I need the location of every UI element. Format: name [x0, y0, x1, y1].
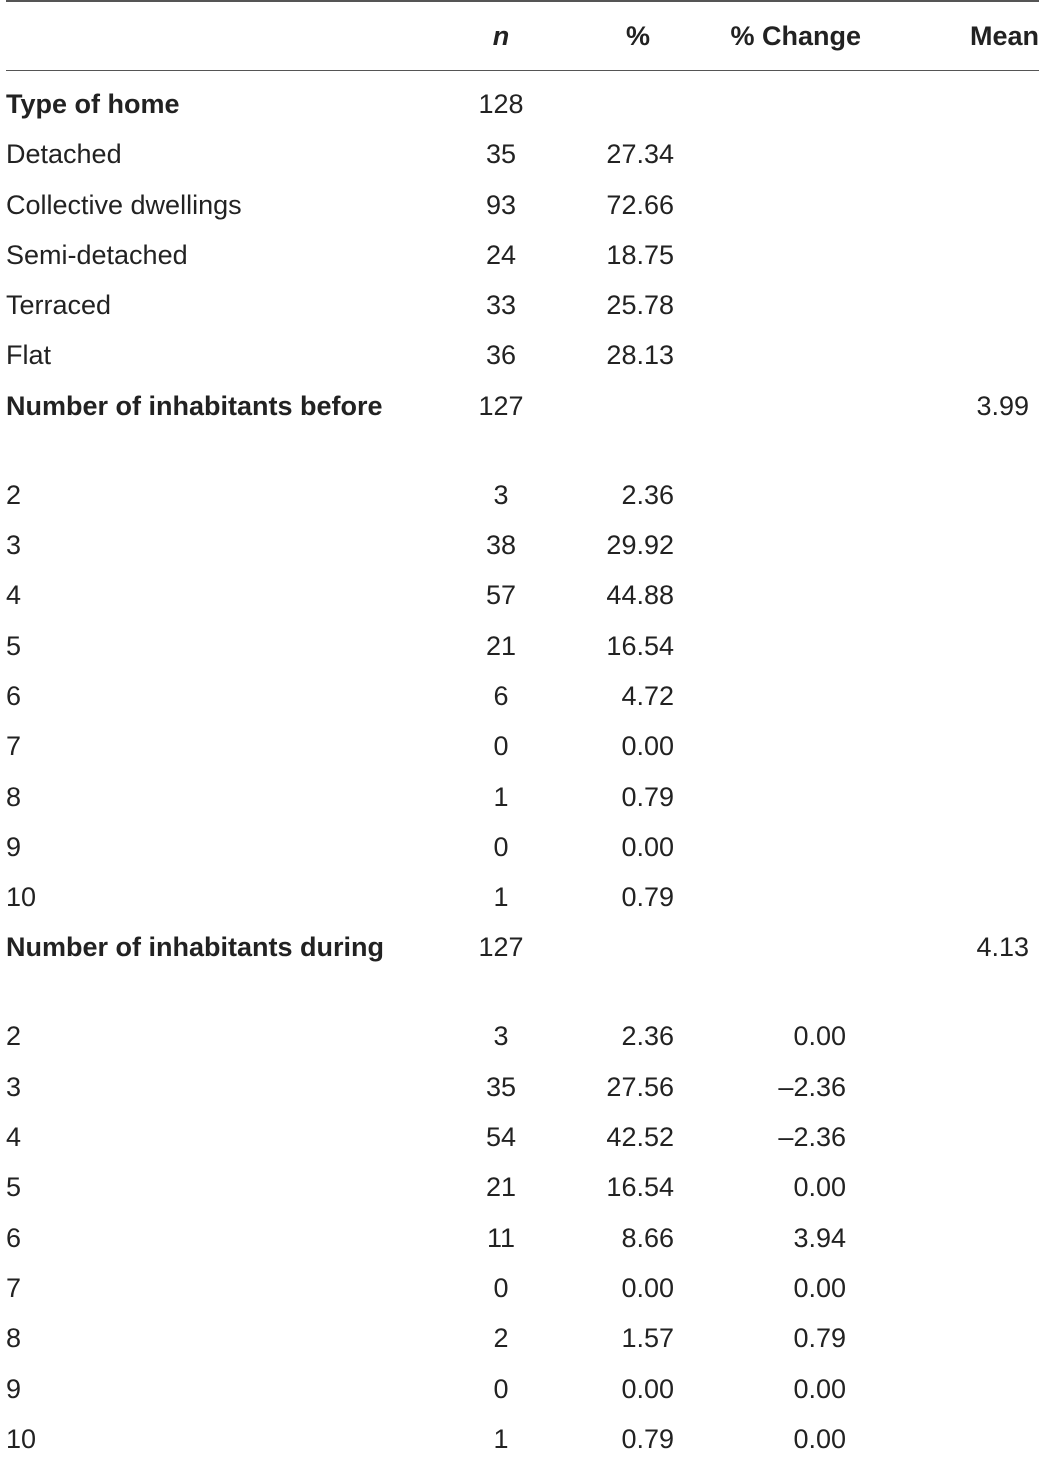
- header-mean: Mean: [891, 2, 1039, 71]
- row-label: Type of home: [6, 71, 446, 132]
- cell-n: 33: [446, 282, 556, 332]
- table-row: [6, 723, 1039, 773]
- cell-n: 127: [446, 383, 556, 472]
- cell-percent: 0.79: [556, 874, 676, 924]
- row-label: 9: [6, 1366, 446, 1416]
- cell-percent-change: [676, 924, 891, 1013]
- cell-n: 2: [446, 1315, 556, 1365]
- row-label: 8: [6, 1315, 446, 1365]
- cell-mean: 3.99: [891, 383, 1039, 472]
- table-row: [6, 1416, 1039, 1466]
- table-row: [6, 623, 1039, 673]
- header-n: n: [446, 2, 556, 71]
- cell-percent: 44.88: [556, 572, 676, 622]
- table-row: [6, 472, 1039, 522]
- table-header: [6, 1, 1039, 71]
- cell-n: 0: [446, 1366, 556, 1416]
- cell-percent: 18.75: [556, 232, 676, 282]
- cell-percent-change: 3.94: [676, 1215, 891, 1265]
- table-row: [6, 1265, 1039, 1315]
- cell-n: 127: [446, 924, 556, 1013]
- cell-percent-change: [676, 383, 891, 472]
- cell-percent-change: [676, 332, 891, 382]
- cell-mean: [891, 673, 1039, 723]
- header-percent-change: % Change: [676, 2, 891, 71]
- cell-percent: 8.66: [556, 1215, 676, 1265]
- row-label: 4: [6, 1114, 446, 1164]
- cell-percent-change: 0.00: [676, 1164, 891, 1214]
- cell-percent-change: [676, 472, 891, 522]
- cell-percent: 16.54: [556, 1164, 676, 1214]
- cell-percent-change: 0.00: [676, 1265, 891, 1315]
- cell-percent-change: [676, 282, 891, 332]
- table-row: [6, 1013, 1039, 1063]
- table-row: [6, 232, 1039, 282]
- cell-percent-change: [676, 774, 891, 824]
- cell-percent: 2.36: [556, 472, 676, 522]
- cell-percent: [556, 924, 676, 1013]
- cell-mean: [891, 874, 1039, 924]
- row-label: 5: [6, 623, 446, 673]
- row-label: Collective dwellings: [6, 182, 446, 232]
- cell-n: 1: [446, 774, 556, 824]
- cell-n: 3: [446, 472, 556, 522]
- data-table: [6, 0, 1039, 1466]
- cell-percent-change: [676, 824, 891, 874]
- header-percent: %: [556, 2, 676, 71]
- row-label: 8: [6, 774, 446, 824]
- cell-percent: 28.13: [556, 332, 676, 382]
- cell-mean: [891, 1265, 1039, 1315]
- cell-n: 93: [446, 182, 556, 232]
- cell-mean: [891, 1164, 1039, 1214]
- cell-percent-change: [676, 874, 891, 924]
- cell-mean: [891, 131, 1039, 181]
- cell-n: 38: [446, 522, 556, 572]
- cell-percent-change: [676, 71, 891, 132]
- row-label: 9: [6, 824, 446, 874]
- cell-mean: [891, 1366, 1039, 1416]
- cell-percent: 0.79: [556, 774, 676, 824]
- cell-percent: 42.52: [556, 1114, 676, 1164]
- row-label: 2: [6, 1013, 446, 1063]
- cell-mean: [891, 472, 1039, 522]
- cell-percent: 0.00: [556, 1265, 676, 1315]
- table-row: [6, 1164, 1039, 1214]
- cell-mean: [891, 71, 1039, 132]
- row-label: 7: [6, 723, 446, 773]
- cell-mean: [891, 1416, 1039, 1466]
- table-row: [6, 874, 1039, 924]
- cell-percent: 4.72: [556, 673, 676, 723]
- row-label: 2: [6, 472, 446, 522]
- section-header-row: [6, 383, 1039, 472]
- cell-mean: [891, 572, 1039, 622]
- cell-percent-change: [676, 572, 891, 622]
- cell-n: 57: [446, 572, 556, 622]
- cell-n: 24: [446, 232, 556, 282]
- cell-mean: [891, 182, 1039, 232]
- table-row: [6, 182, 1039, 232]
- cell-n: 36: [446, 332, 556, 382]
- cell-percent: 0.00: [556, 824, 676, 874]
- cell-percent: 25.78: [556, 282, 676, 332]
- row-label: 3: [6, 522, 446, 572]
- cell-percent: 27.56: [556, 1064, 676, 1114]
- table-row: [6, 522, 1039, 572]
- row-label: Detached: [6, 131, 446, 181]
- row-label: 3: [6, 1064, 446, 1114]
- row-label: 10: [6, 1416, 446, 1466]
- cell-percent-change: [676, 522, 891, 572]
- row-label: 6: [6, 673, 446, 723]
- row-label: 6: [6, 1215, 446, 1265]
- cell-n: 0: [446, 824, 556, 874]
- cell-percent: 29.92: [556, 522, 676, 572]
- section-header-row: [6, 924, 1039, 1013]
- row-label: Flat: [6, 332, 446, 382]
- table-row: [6, 1315, 1039, 1365]
- row-label: 4: [6, 572, 446, 622]
- cell-mean: [891, 723, 1039, 773]
- cell-percent: 16.54: [556, 623, 676, 673]
- row-label: 10: [6, 874, 446, 924]
- cell-mean: [891, 774, 1039, 824]
- table-row: [6, 824, 1039, 874]
- cell-percent-change: –2.36: [676, 1064, 891, 1114]
- table-row: [6, 131, 1039, 181]
- cell-percent: [556, 383, 676, 472]
- cell-n: 21: [446, 623, 556, 673]
- cell-percent-change: [676, 623, 891, 673]
- cell-percent-change: 0.79: [676, 1315, 891, 1365]
- cell-mean: [891, 1064, 1039, 1114]
- cell-n: 35: [446, 1064, 556, 1114]
- cell-percent-change: 0.00: [676, 1366, 891, 1416]
- header-row: [6, 2, 1039, 71]
- cell-percent: 0.79: [556, 1416, 676, 1466]
- cell-percent: 27.34: [556, 131, 676, 181]
- table-row: [6, 1064, 1039, 1114]
- cell-percent-change: 0.00: [676, 1013, 891, 1063]
- cell-mean: [891, 232, 1039, 282]
- cell-percent: 0.00: [556, 723, 676, 773]
- cell-n: 35: [446, 131, 556, 181]
- cell-percent: [556, 71, 676, 132]
- cell-percent: 72.66: [556, 182, 676, 232]
- cell-n: 0: [446, 723, 556, 773]
- cell-percent: 2.36: [556, 1013, 676, 1063]
- cell-percent-change: [676, 182, 891, 232]
- row-label: Number of inhabitants during: [6, 924, 446, 1013]
- cell-percent-change: –2.36: [676, 1114, 891, 1164]
- cell-n: 3: [446, 1013, 556, 1063]
- cell-percent-change: [676, 723, 891, 773]
- cell-mean: [891, 1215, 1039, 1265]
- row-label: 7: [6, 1265, 446, 1315]
- cell-percent-change: [676, 131, 891, 181]
- cell-mean: 4.13: [891, 924, 1039, 1013]
- cell-n: 1: [446, 874, 556, 924]
- table-row: [6, 282, 1039, 332]
- row-label: Semi-detached: [6, 232, 446, 282]
- row-label: Terraced: [6, 282, 446, 332]
- cell-mean: [891, 1013, 1039, 1063]
- cell-percent-change: [676, 673, 891, 723]
- cell-n: 128: [446, 71, 556, 132]
- row-label: Number of inhabitants before: [6, 383, 446, 472]
- cell-mean: [891, 522, 1039, 572]
- cell-percent: 0.00: [556, 1366, 676, 1416]
- cell-n: 11: [446, 1215, 556, 1265]
- header-label: [6, 2, 446, 71]
- cell-n: 54: [446, 1114, 556, 1164]
- cell-mean: [891, 623, 1039, 673]
- table-row: [6, 774, 1039, 824]
- table-row: [6, 673, 1039, 723]
- table-row: [6, 1366, 1039, 1416]
- table-body: [6, 71, 1039, 1466]
- table-row: [6, 1114, 1039, 1164]
- cell-n: 21: [446, 1164, 556, 1214]
- table-row: [6, 572, 1039, 622]
- table-row: [6, 1215, 1039, 1265]
- cell-n: 0: [446, 1265, 556, 1315]
- cell-mean: [891, 282, 1039, 332]
- cell-mean: [891, 332, 1039, 382]
- cell-n: 6: [446, 673, 556, 723]
- section-header-row: [6, 71, 1039, 132]
- cell-mean: [891, 824, 1039, 874]
- cell-mean: [891, 1315, 1039, 1365]
- cell-percent-change: [676, 232, 891, 282]
- table-row: [6, 332, 1039, 382]
- cell-mean: [891, 1114, 1039, 1164]
- cell-n: 1: [446, 1416, 556, 1466]
- cell-percent-change: 0.00: [676, 1416, 891, 1466]
- row-label: 5: [6, 1164, 446, 1214]
- cell-percent: 1.57: [556, 1315, 676, 1365]
